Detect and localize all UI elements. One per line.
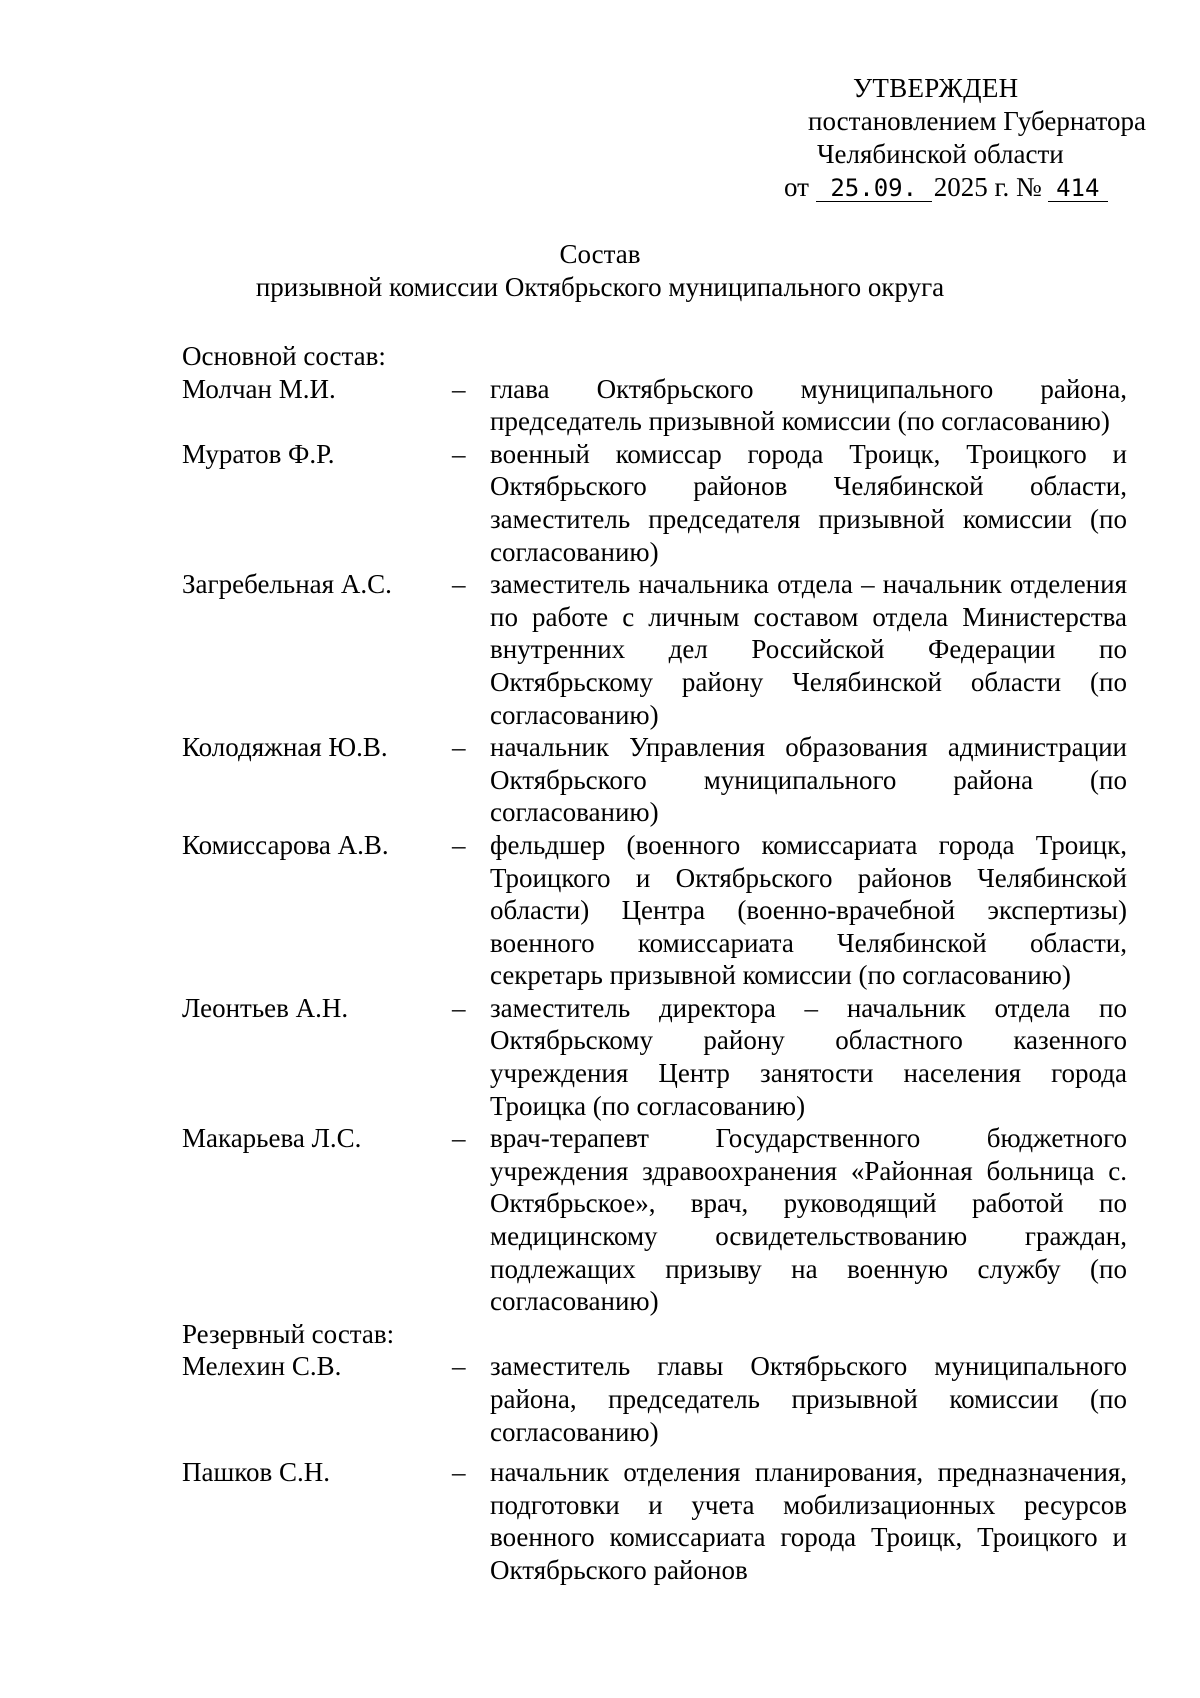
member-dash: – [452, 569, 466, 600]
member-dash: – [452, 373, 466, 404]
approval-heading: УТВЕРЖДЕН [853, 73, 1019, 103]
member-role: начальник отделения планирования, предназначения, подготовки и учета мобилизационных ресурсов военного комиссариата города Троицк, Троицкого и Октябрьского районов [490, 1457, 1127, 1585]
member-name: Загребельная А.С. [182, 569, 392, 600]
approval-date: 25.09. [816, 175, 932, 202]
member-name: Мелехин С.В. [182, 1351, 342, 1382]
member-role: заместитель начальника отдела – начальник отделения по работе с личным составом отдела Министерства внутренних дел Российской Федерации по Октябрьскому району Челябинской области (по согласованию) [490, 569, 1127, 730]
approval-year: 2025 г. № [933, 172, 1042, 202]
title-line-2: призывной комиссии Октябрьского муниципального округа [255, 272, 945, 302]
member-row [182, 992, 1130, 1122]
member-dash: – [452, 732, 466, 763]
member-name: Комиссарова А.В. [182, 829, 389, 860]
member-dash: – [452, 992, 466, 1023]
title-line-1: Состав [559, 239, 641, 269]
member-role: заместитель главы Октябрьского муниципального района, председатель призывной комиссии (по согласованию) [490, 1351, 1127, 1447]
member-role: заместитель директора – начальник отдела по Октябрьскому району областного казенного учреждения Центр занятости населения города Троицка (по согласованию) [490, 992, 1127, 1121]
member-row [182, 1456, 1130, 1586]
approval-line-2: Челябинской области [817, 139, 1064, 169]
member-role: врач-терапевт Государственного бюджетного учреждения здравоохранения «Районная больница с. Октябрьское», врач, руководящий работой по медицинскому освидетельствованию граждан, подлежащих призыву на военную службу (по согласованию) [490, 1123, 1127, 1317]
member-role: глава Октябрьского муниципального района, председатель призывной комиссии (по согласованию) [490, 373, 1127, 437]
member-dash: – [452, 1457, 466, 1488]
commission-members [182, 340, 1130, 1587]
member-name: Леонтьев А.Н. [182, 992, 349, 1023]
document-title [150, 238, 1050, 304]
member-role: начальник Управления образования администрации Октябрьского муниципального района (по согласованию) [490, 732, 1127, 828]
member-dash: – [452, 438, 466, 469]
member-name: Муратов Ф.Р. [182, 438, 335, 469]
member-row [182, 829, 1130, 992]
member-row [182, 373, 1130, 438]
approval-date-line [760, 171, 1180, 204]
member-row [182, 1350, 1130, 1448]
approval-number: 414 [1048, 175, 1108, 202]
member-role: военный комиссар города Троицк, Троицкого и Октябрьского районов Челябинской области, заместитель председателя призывной комиссии (по согласованию) [490, 438, 1127, 567]
approval-stamp-block [760, 72, 1180, 204]
member-dash: – [452, 1123, 466, 1154]
member-name: Молчан М.И. [182, 373, 336, 404]
main-section-label: Основной состав: [182, 341, 386, 371]
reserve-section-label: Резервный состав: [182, 1318, 395, 1349]
approval-line-1: постановлением Губернатора [808, 106, 1146, 136]
member-role: фельдшер (военного комиссариата города Троицк, Троицкого и Октябрьского районов Челябинской области) Центра (военно-врачебной экспертизы) военного комиссариата Челябинской области, секретарь призывной комиссии (по согласованию) [490, 829, 1127, 991]
member-dash: – [452, 829, 466, 860]
member-row [182, 438, 1130, 568]
member-row [182, 731, 1130, 829]
member-name: Пашков С.Н. [182, 1457, 331, 1488]
member-row [182, 1122, 1130, 1318]
member-name: Колодяжная Ю.В. [182, 732, 388, 763]
approval-prefix: от [784, 172, 809, 202]
member-dash: – [452, 1351, 466, 1382]
member-row [182, 568, 1130, 731]
member-name: Макарьева Л.С. [182, 1123, 362, 1154]
